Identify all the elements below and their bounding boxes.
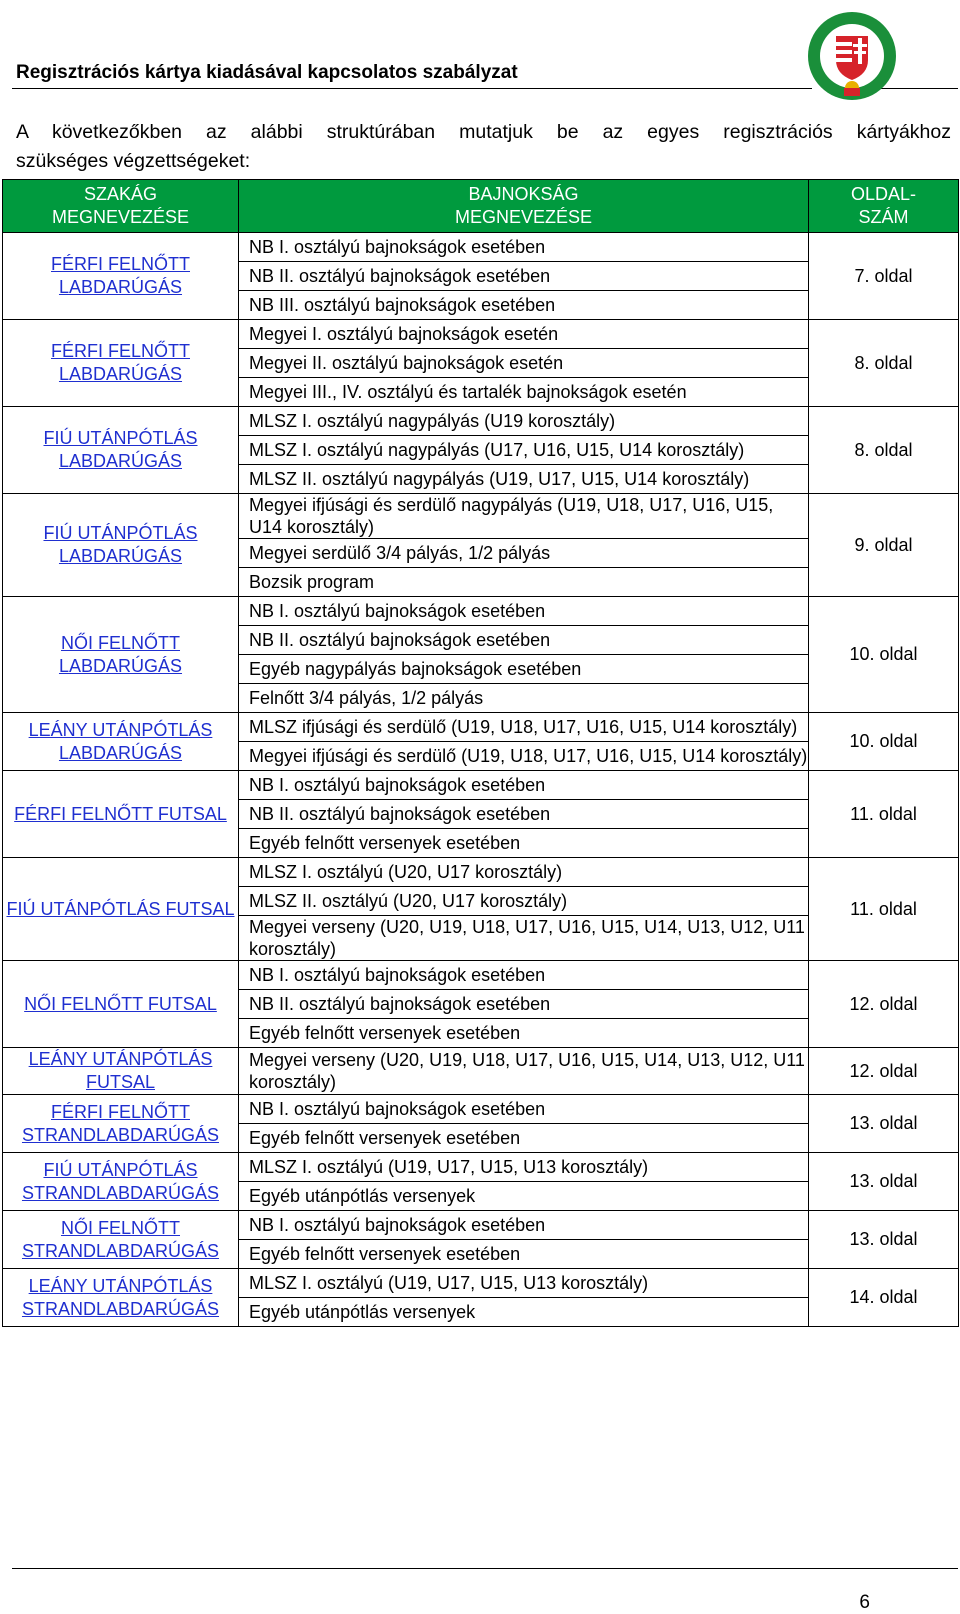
- category-cell: [3, 407, 239, 494]
- championship-cell: Egyéb felnőtt versenyek esetében: [239, 1124, 809, 1153]
- intro-line-1: A következőkben az alábbi struktúrában mutatjuk be az egyes regisztrációs kártyákhoz: [16, 121, 951, 143]
- table-row: [3, 1153, 959, 1182]
- page-ref-cell: 14. oldal: [809, 1269, 959, 1327]
- table-row: [3, 407, 959, 436]
- championship-cell: Megyei III., IV. osztályú és tartalék bajnokságok esetén: [239, 378, 809, 407]
- category-cell: [3, 1153, 239, 1211]
- category-cell: [3, 320, 239, 407]
- championship-cell: MLSZ I. osztályú (U20, U17 korosztály): [239, 858, 809, 887]
- table-row: [3, 1269, 959, 1298]
- page-ref-cell: 9. oldal: [809, 494, 959, 597]
- category-cell: [3, 771, 239, 858]
- page-ref-cell: 13. oldal: [809, 1153, 959, 1211]
- page-ref-cell: 13. oldal: [809, 1211, 959, 1269]
- table-row: [3, 494, 959, 539]
- page-ref-cell: 8. oldal: [809, 407, 959, 494]
- header-category: SZAKÁG MEGNEVEZÉSE: [3, 180, 239, 233]
- championship-cell: Megyei II. osztályú bajnokságok esetén: [239, 349, 809, 378]
- category-cell: [3, 961, 239, 1048]
- page-ref-cell: 12. oldal: [809, 961, 959, 1048]
- table-row: [3, 713, 959, 742]
- championship-cell: Megyei I. osztályú bajnokságok esetén: [239, 320, 809, 349]
- page-ref-cell: 11. oldal: [809, 771, 959, 858]
- table-row: [3, 961, 959, 990]
- page-ref-cell: 10. oldal: [809, 713, 959, 771]
- header-championship: BAJNOKSÁG MEGNEVEZÉSE: [239, 180, 809, 233]
- footer-rule: [12, 1568, 958, 1569]
- championship-cell: MLSZ II. osztályú nagypályás (U19, U17, U15, U14 korosztály): [239, 465, 809, 494]
- category-cell: [3, 494, 239, 597]
- page-ref-cell: 7. oldal: [809, 233, 959, 320]
- table-row: [3, 771, 959, 800]
- category-cell: [3, 1269, 239, 1327]
- category-link[interactable]: FÉRFI FELNŐTT FUTSAL: [14, 803, 227, 824]
- category-link[interactable]: FIÚ UTÁNPÓTLÁS STRANDLABDARÚGÁS: [21, 1159, 220, 1203]
- championship-cell: Egyéb felnőtt versenyek esetében: [239, 1019, 809, 1048]
- page-header-title: Regisztrációs kártya kiadásával kapcsolatos szabályzat: [16, 62, 518, 83]
- header-page: OLDAL-SZÁM: [809, 180, 959, 233]
- championship-cell: MLSZ ifjúsági és serdülő (U19, U18, U17, U16, U15, U14 korosztály): [239, 713, 809, 742]
- page-ref-cell: 12. oldal: [809, 1048, 959, 1095]
- championship-cell: MLSZ I. osztályú nagypályás (U17, U16, U15, U14 korosztály): [239, 436, 809, 465]
- championship-cell: NB II. osztályú bajnokságok esetében: [239, 800, 809, 829]
- championship-cell: Egyéb felnőtt versenyek esetében: [239, 1240, 809, 1269]
- championship-cell: MLSZ I. osztályú nagypályás (U19 korosztály): [239, 407, 809, 436]
- championship-cell: NB I. osztályú bajnokságok esetében: [239, 597, 809, 626]
- category-cell: [3, 1048, 239, 1095]
- table-header-row: [3, 180, 959, 233]
- page-ref-cell: 13. oldal: [809, 1095, 959, 1153]
- category-link[interactable]: LEÁNY UTÁNPÓTLÁS LABDARÚGÁS: [28, 719, 213, 763]
- category-cell: [3, 597, 239, 713]
- championship-cell: MLSZ I. osztályú (U19, U17, U15, U13 korosztály): [239, 1153, 809, 1182]
- championship-cell: Felnőtt 3/4 pályás, 1/2 pályás: [239, 684, 809, 713]
- page-ref-cell: 11. oldal: [809, 858, 959, 961]
- table-row: [3, 1095, 959, 1124]
- table-body: [3, 233, 959, 1327]
- table-row: [3, 1211, 959, 1240]
- mlsz-logo: [806, 10, 898, 102]
- page-number: 6: [859, 1592, 870, 1613]
- category-link[interactable]: NŐI FELNŐTT LABDARÚGÁS: [58, 632, 183, 676]
- category-link[interactable]: FÉRFI FELNŐTT LABDARÚGÁS: [51, 341, 190, 384]
- championship-cell: NB I. osztályú bajnokságok esetében: [239, 233, 809, 262]
- championship-cell: NB I. osztályú bajnokságok esetében: [239, 1095, 809, 1124]
- category-link[interactable]: FÉRFI FELNŐTT STRANDLABDARÚGÁS: [21, 1101, 220, 1145]
- table-row: [3, 858, 959, 887]
- intro-line-2: szükséges végzettségeket:: [16, 150, 251, 172]
- championship-cell: Megyei ifjúsági és serdülő (U19, U18, U17, U16, U15, U14 korosztály): [239, 742, 809, 771]
- category-link[interactable]: NŐI FELNŐTT FUTSAL: [24, 993, 217, 1014]
- championship-cell: Megyei serdülő 3/4 pályás, 1/2 pályás: [239, 539, 809, 568]
- championship-cell: MLSZ II. osztályú (U20, U17 korosztály): [239, 887, 809, 916]
- category-link[interactable]: LEÁNY UTÁNPÓTLÁS FUTSAL: [28, 1049, 213, 1092]
- championship-cell: NB I. osztályú bajnokságok esetében: [239, 1211, 809, 1240]
- page-ref-cell: 8. oldal: [809, 320, 959, 407]
- championship-cell: Megyei ifjúsági és serdülő nagypályás (U19, U18, U17, U16, U15, U14 korosztály): [239, 494, 809, 539]
- category-link[interactable]: LEÁNY UTÁNPÓTLÁS STRANDLABDARÚGÁS: [21, 1275, 220, 1319]
- championship-cell: Egyéb felnőtt versenyek esetében: [239, 829, 809, 858]
- championship-cell: NB II. osztályú bajnokságok esetében: [239, 990, 809, 1019]
- championship-cell: Egyéb utánpótlás versenyek: [239, 1182, 809, 1211]
- championship-cell: Megyei verseny (U20, U19, U18, U17, U16, U15, U14, U13, U12, U11 korosztály): [239, 1048, 809, 1095]
- category-cell: [3, 1095, 239, 1153]
- category-link[interactable]: FIÚ UTÁNPÓTLÁS LABDARÚGÁS: [43, 428, 198, 471]
- category-cell: [3, 713, 239, 771]
- championship-cell: Egyéb nagypályás bajnokságok esetében: [239, 655, 809, 684]
- championship-cell: Megyei verseny (U20, U19, U18, U17, U16, U15, U14, U13, U12, U11 korosztály): [239, 916, 809, 961]
- championship-cell: NB II. osztályú bajnokságok esetében: [239, 262, 809, 291]
- table-row: [3, 597, 959, 626]
- table-row: [3, 320, 959, 349]
- championship-cell: NB III. osztályú bajnokságok esetében: [239, 291, 809, 320]
- championship-cell: Bozsik program: [239, 568, 809, 597]
- championship-cell: MLSZ I. osztályú (U19, U17, U15, U13 korosztály): [239, 1269, 809, 1298]
- championship-cell: NB I. osztályú bajnokságok esetében: [239, 961, 809, 990]
- championship-cell: NB I. osztályú bajnokságok esetében: [239, 771, 809, 800]
- category-link[interactable]: FIÚ UTÁNPÓTLÁS FUTSAL: [6, 898, 235, 919]
- category-link[interactable]: NŐI FELNŐTT STRANDLABDARÚGÁS: [21, 1217, 220, 1261]
- category-cell: [3, 1211, 239, 1269]
- table-row: [3, 1048, 959, 1095]
- category-link[interactable]: FIÚ UTÁNPÓTLÁS LABDARÚGÁS: [43, 523, 198, 566]
- header-rule: [12, 88, 812, 89]
- requirements-table: [2, 179, 959, 1327]
- table-row: [3, 233, 959, 262]
- category-cell: [3, 858, 239, 961]
- championship-cell: Egyéb utánpótlás versenyek: [239, 1298, 809, 1327]
- page-ref-cell: 10. oldal: [809, 597, 959, 713]
- category-link[interactable]: FÉRFI FELNŐTT LABDARÚGÁS: [51, 254, 190, 297]
- championship-cell: NB II. osztályú bajnokságok esetében: [239, 626, 809, 655]
- category-cell: [3, 233, 239, 320]
